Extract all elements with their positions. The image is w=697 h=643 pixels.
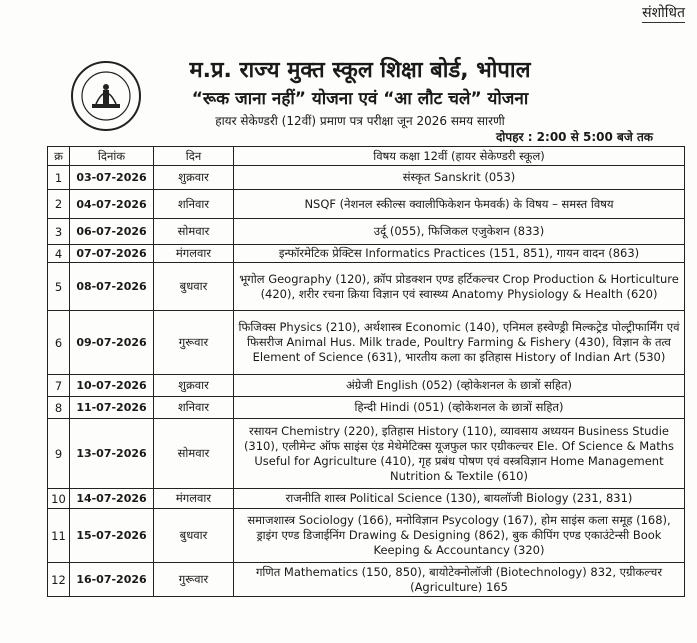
row-day: सोमवार xyxy=(154,419,234,489)
table-row xyxy=(48,190,685,219)
row-day: शनिवार xyxy=(154,190,234,219)
revised-label: संशोधित xyxy=(642,5,685,21)
row-date: 06-07-2026 xyxy=(70,219,154,245)
table-row xyxy=(48,419,685,489)
row-serial: 9 xyxy=(48,419,70,489)
row-date: 16-07-2026 xyxy=(70,563,154,597)
row-subject: समाजशास्त्र Sociology (166), मनोविज्ञान Psycology (167), होम साइंस कला समूह (168), ड्राइंग एण्ड डिजाईनिंग Drawing & Designing (862), बुक कीपिंग एण्ड एकाउंटेन्सी Book Keeping & Accountancy (320) xyxy=(234,509,685,563)
row-date: 14-07-2026 xyxy=(70,489,154,509)
table-row xyxy=(48,219,685,245)
row-day: बुधवार xyxy=(154,263,234,311)
row-subject: राजनीति शास्त्र Political Science (130), बायलॉजी Biology (231, 831) xyxy=(234,489,685,509)
row-date: 03-07-2026 xyxy=(70,166,154,190)
row-day: गुरूवार xyxy=(154,563,234,597)
row-subject: NSQF (नेशनल स्कील्स क्वालीफिकेशन फेमवर्क) के विषय – समस्त विषय xyxy=(234,190,685,219)
table-row xyxy=(48,311,685,375)
table-row xyxy=(48,563,685,597)
row-subject: भूगोल Geography (120), क्रॉप प्रोडक्शन एण्ड हर्टिकल्चर Crop Production & Horticulture (420), शरीर रचना क्रिया विज्ञान एवं स्वास्थ्य Anatomy Physiology & Health (620) xyxy=(234,263,685,311)
row-subject: रसायन Chemistry (220), इतिहास History (110), व्यावसाय अध्ययन Business Studie (310), एलीमेन्ट ऑफ साइंस एंड मेथेमेटिक्स यूजफुल फार एग्रीकल्चर Ele. Of Science & Maths Useful for Agriculture (410), गृह प्रबंध पोषण एवं वस्त्रविज्ञान Home Management Nutrition & Textile (610) xyxy=(234,419,685,489)
row-subject: हिन्दी Hindi (051) (व्होकेशनल के छात्रों सहित) xyxy=(234,397,685,419)
header-day: दिन xyxy=(154,147,234,166)
row-date: 11-07-2026 xyxy=(70,397,154,419)
timetable xyxy=(47,146,685,597)
board-name-heading: म.प्र. राज्य मुक्त स्कूल शिक्षा बोर्ड, भोपाल xyxy=(189,58,531,83)
header-subject: विषय कक्षा 12वीं (हायर सेकेण्डरी स्कूल) xyxy=(234,147,685,166)
table-row xyxy=(48,263,685,311)
row-subject: अंग्रेजी English (052) (व्होकेशनल के छात्रों सहित) xyxy=(234,375,685,397)
exam-subheading: हायर सेकेण्डरी (12वीं) प्रमाण पत्र परीक्षा जून 2026 समय सारणी xyxy=(215,114,505,128)
row-serial: 8 xyxy=(48,397,70,419)
row-date: 15-07-2026 xyxy=(70,509,154,563)
row-day: सोमवार xyxy=(154,219,234,245)
row-subject: संस्कृत Sanskrit (053) xyxy=(234,166,685,190)
row-day: मंगलवार xyxy=(154,245,234,263)
row-serial: 1 xyxy=(48,166,70,190)
row-date: 13-07-2026 xyxy=(70,419,154,489)
row-serial: 11 xyxy=(48,509,70,563)
row-serial: 5 xyxy=(48,263,70,311)
table-header-row xyxy=(48,147,685,166)
table-row xyxy=(48,375,685,397)
row-day: बुधवार xyxy=(154,509,234,563)
row-serial: 7 xyxy=(48,375,70,397)
row-subject: फिजिक्स Physics (210), अर्थशास्त्र Economic (140), एनिमल हस्वेण्ड्री मिल्कट्रेड पोल्ट्रीफार्मिंग एवं फिसरीज Animal Hus. Milk trade, Poultry Farming & Fishery (430), विज्ञान के तत्व Element of Science (631), भारतीय कला का इतिहास History of Indian Art (530) xyxy=(234,311,685,375)
row-day: शुक्रवार xyxy=(154,375,234,397)
header-date: दिनांक xyxy=(70,147,154,166)
table-row xyxy=(48,245,685,263)
row-date: 09-07-2026 xyxy=(70,311,154,375)
row-serial: 12 xyxy=(48,563,70,597)
row-date: 04-07-2026 xyxy=(70,190,154,219)
row-serial: 3 xyxy=(48,219,70,245)
exam-time: दोपहर : 2:00 से 5:00 बजे तक xyxy=(495,130,653,144)
row-date: 08-07-2026 xyxy=(70,263,154,311)
row-subject: इन्फॉरमेटिक प्रेक्टिस Informatics Practices (151, 851), गायन वादन (863) xyxy=(234,245,685,263)
row-day: मंगलवार xyxy=(154,489,234,509)
row-serial: 2 xyxy=(48,190,70,219)
row-day: शनिवार xyxy=(154,397,234,419)
row-date: 07-07-2026 xyxy=(70,245,154,263)
table-row xyxy=(48,166,685,190)
row-day: गुरूवार xyxy=(154,311,234,375)
row-subject: उर्दू (055), फिजिकल एजुकेशन (833) xyxy=(234,219,685,245)
row-serial: 10 xyxy=(48,489,70,509)
scheme-heading: “रूक जाना नहीं” योजना एवं “आ लौट चले” योजना xyxy=(191,89,529,109)
row-day: शुक्रवार xyxy=(154,166,234,190)
row-date: 10-07-2026 xyxy=(70,375,154,397)
row-serial: 4 xyxy=(48,245,70,263)
table-row xyxy=(48,397,685,419)
table-row xyxy=(48,489,685,509)
row-serial: 6 xyxy=(48,311,70,375)
table-row xyxy=(48,509,685,563)
header-serial: क्र xyxy=(48,147,70,166)
row-subject: गणित Mathematics (150, 850), बायोटेक्नोलॉजी (Biotechnology) 832, एग्रीकल्चर (Agriculture) 165 xyxy=(234,563,685,597)
